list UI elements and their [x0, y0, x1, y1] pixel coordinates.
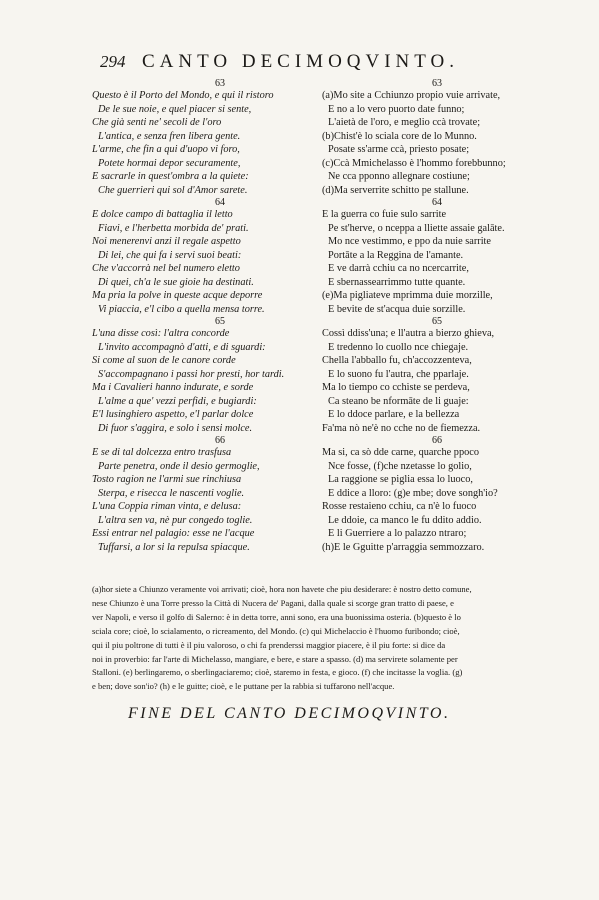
footnote-line: qui il piu poltrone di tutti è il piu valoroso, o chi fa prenderssi maggior piacere, è il piu forte: si dice da	[92, 639, 446, 650]
stanza-number: 63	[215, 78, 225, 89]
footnote-line: nese Chiunzo è una Torre presso la Città di Nucera de' Pagani, dalla quale si scorge gran tratto di paese, e	[92, 597, 454, 608]
verse-line: E lo ddoce parlare, e la bellezza	[328, 409, 460, 420]
verse-line: Si come al suon de le canore corde	[92, 355, 236, 366]
verse-line: Tosto ragion ne l'armi sue rinchiusa	[92, 474, 242, 485]
verse-line: L'arme, che fin a qui d'uopo vi foro,	[92, 144, 240, 155]
verse-line: Noi menerenvi anzi il regale aspetto	[92, 236, 241, 247]
verse-line: E sacrarle in quest'ombra a la quiete:	[92, 171, 249, 182]
verse-line: E tredenno lo cuollo nce chiegaje.	[328, 341, 469, 353]
verse-line: E sbernassearrimmo tutte quante.	[328, 276, 466, 288]
footnotes	[92, 583, 560, 694]
verse-line: E li Guerriere a lo palazzo ntraro;	[328, 528, 467, 539]
verse-line: Ma i Cavalieri hanno indurate, e sorde	[92, 382, 254, 393]
stanza-number: 64	[432, 197, 442, 208]
verse-line: (h)E le Gguitte p'arraggia semmozzaro.	[322, 541, 485, 553]
stanza	[322, 197, 552, 316]
verse-line: E dolce campo di battaglia il letto	[92, 209, 233, 220]
verse-line: Portāte a la Reggina de l'amante.	[328, 249, 464, 261]
verse-line: Che già senti ne' secoli de l'oro	[92, 117, 222, 128]
verse-line: L'invito accompagnò d'atti, e di sguardi:	[98, 341, 266, 353]
verse-line: Ca steano be nformāte de li guaje:	[328, 395, 469, 407]
running-head: CANTO DECIMOQVINTO.	[142, 51, 460, 72]
stanza-number: 63	[432, 78, 442, 89]
stanza	[322, 435, 552, 554]
verse-line: Di quei, ch'a le sue gioie ha destinati.	[98, 276, 254, 288]
verse-line: E ve darrà cchiu ca no ncercarrite,	[328, 263, 469, 274]
verse-line: Parte penetra, onde il desio germoglie,	[98, 460, 260, 472]
verse-line: Pe st'herve, o nceppa a lliette assaie galāte.	[328, 222, 505, 234]
verse-line: S'accompagnano i passi hor presti, hor tardi.	[98, 368, 285, 380]
verse-line: Chella l'abballo fu, ch'accozzenteva,	[322, 355, 472, 366]
verse-line: Cossì ddiss'una; e ll'autra a bierzo ghieva,	[322, 328, 495, 339]
verse-line: Fiavi, e l'herbetta morbida de' prati.	[98, 222, 249, 234]
verse-line: Mo nce vestimmo, e ppo da nuie sarrite	[328, 236, 491, 247]
verse-line: Essi entrar nel palagio: esse ne l'acque	[92, 528, 255, 539]
footnote-line: (a)hor siete a Chiunzo veramente voi arrivati; cioè, hora non havete che piu desiderare: è nostro detto comune,	[92, 584, 472, 594]
verse-line: E se di tal dolcezza entro trasfusa	[92, 447, 232, 458]
verse-line: Nce fosse, (f)che nzetasse lo golio,	[328, 460, 472, 472]
stanza	[92, 197, 342, 316]
verse-line: Questo è il Porto del Mondo, e qui il ristoro	[92, 90, 274, 101]
verse-line: E lo suono fu l'autra, che pparlaje.	[328, 368, 469, 380]
verse-line: L'una disse così: l'altra concorde	[92, 328, 230, 339]
verse-line: L'una Coppia riman vinta, e delusa:	[92, 501, 242, 512]
footnote-line: ver Napoli, e verso il golfo di Salerno: è in detta torre, anni sono, era una buonissima osteria. (b)questo è lo	[92, 611, 461, 622]
verse-line: (e)Ma pigliateve mprimma duie morzille,	[322, 290, 493, 301]
verse-line: Ma pria la polve in queste acque deporre	[92, 290, 263, 301]
verse-line: Fa'ma nò ne'è no cche no de fiemezza.	[322, 422, 481, 434]
stanza-number: 65	[432, 316, 442, 327]
stanza	[92, 435, 342, 554]
verse-line: Di fuor s'aggira, e solo i sensi molce.	[98, 422, 253, 434]
canto-end-title: FINE DEL CANTO DECIMOQVINTO.	[128, 705, 451, 722]
verse-line: L'antica, e senza fren libera gente.	[98, 130, 241, 142]
verse-line: Potete hormai depor securamente,	[98, 157, 241, 169]
verse-line: L'aietà de l'oro, e meglio ccà trovate;	[328, 117, 481, 128]
verse-line: E'l lusinghiero aspetto, e'l parlar dolce	[92, 409, 254, 420]
verse-line: La raggione se piglia essa lo luoco,	[328, 474, 473, 485]
verse-line: L'altra sen va, nè pur congedo toglie.	[98, 514, 253, 526]
stanza-number: 66	[215, 435, 225, 446]
footnote-line: sciala core; cioè, lo scialamento, o ricreamento, del Mondo. (c) qui Michelaccio è l'huomo furibondo; cioè,	[92, 625, 460, 636]
stanza-number: 64	[215, 197, 225, 208]
stanza	[92, 78, 342, 197]
verse-line: Rosse restaieno cchiu, ca n'è lo fuoco	[322, 501, 477, 512]
stanza-number: 66	[432, 435, 442, 446]
verse-line: Ma lo tiempo co cchiste se perdeva,	[322, 382, 470, 393]
stanza	[92, 316, 342, 435]
verse-line: Posate ss'arme ccà, priesto posate;	[328, 144, 470, 155]
stanza	[322, 78, 552, 197]
footnote-line: Stalloni. (e) berlingaremo, o sberlingaciaremo; cioè, staremo in festa, e gioco. (f) che incitasse la voglia. (g)	[92, 667, 463, 678]
verse-line: (d)Ma serverrite schitto pe stallune.	[322, 184, 469, 196]
verse-line: Ne cca pponno allegnare costiune;	[328, 171, 470, 182]
verse-line: De le sue noie, e quel piacer si sente,	[98, 103, 252, 115]
neapolitan-text-column	[322, 78, 552, 554]
verse-line: Vi piaccia, e'l cibo a quella mensa torre.	[98, 303, 265, 315]
page-number: 294	[100, 52, 126, 71]
verse-line: Sterpa, e risecca le nascenti voglie.	[98, 487, 245, 499]
verse-line: (b)Chist'è lo sciala core de lo Munno.	[322, 130, 477, 142]
verse-line: E la guerra co fuie sulo sarrite	[322, 209, 447, 220]
verse-line: Che guerrieri qui sol d'Amor sarete.	[98, 184, 248, 196]
footnote-line: noi in proverbio: far l'arte di Michelasso, mangiare, e bere, e stare a spasso. (d) ma servirete solamente per	[92, 653, 458, 664]
stanza	[322, 316, 552, 435]
verse-line: (a)Mo site a Cchiunzo propio vuie arrivate,	[322, 90, 501, 101]
verse-line: (c)Ccà Mmichelasso è l'hommo forebbunno;	[322, 157, 506, 169]
verse-line: Le ddoie, ca manco le fu ddito addio.	[328, 514, 482, 526]
verse-line: E ddice a lloro: (g)e mbe; dove songh'io?	[328, 487, 498, 499]
verse-line: Tuffarsi, a lor si la repulsa spiacque.	[98, 541, 250, 553]
page-header	[100, 52, 530, 74]
verse-line: Di lei, che qui fa i servi suoi beati:	[98, 249, 242, 261]
footnote-line: e ben; dove son'io? (h) e le guitte; cioè, e le puttane per la rabbia si tuffarono nell'acque.	[92, 681, 395, 692]
verse-line: E no a lo vero puorto date funno;	[328, 103, 465, 115]
verse-line: Che v'accorrà nel bel numero eletto	[92, 263, 240, 274]
verse-line: E bevite de st'acqua duie sorzille.	[328, 303, 466, 315]
italian-text-column	[92, 78, 342, 554]
verse-line: L'alme a que' vezzi perfidi, e bugiardi:	[98, 395, 257, 407]
verse-line: Ma si, ca sò dde carne, quarche ppoco	[322, 447, 479, 458]
stanza-number: 65	[215, 316, 225, 327]
